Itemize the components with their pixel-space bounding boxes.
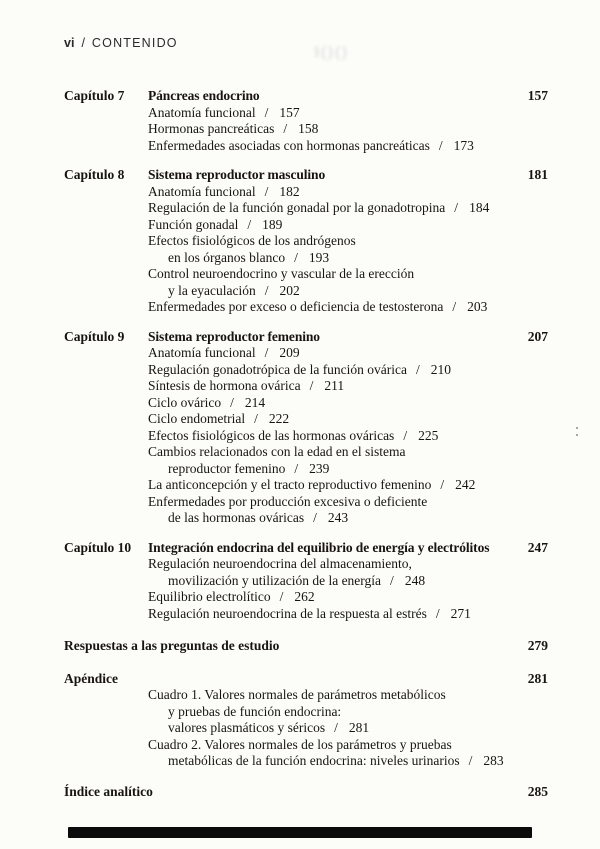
back-matter-title: Índice analítico: [64, 783, 153, 799]
item-separator: /: [403, 427, 408, 443]
item-page-number: 211: [324, 378, 345, 393]
item-continuation: [148, 250, 548, 267]
item-separator: /: [416, 361, 420, 377]
page-header: [64, 36, 548, 50]
item-continuation: [148, 283, 548, 300]
item-page-number: 182: [279, 183, 300, 199]
item-text: La anticoncepción y el tracto reproductivo femenino: [148, 477, 432, 492]
item-text: Función gonadal: [148, 216, 239, 232]
item-text: Regulación neuroendocrina del almacenamiento,: [148, 556, 412, 571]
appendix-items: [148, 687, 548, 770]
toc-item: [148, 184, 548, 201]
toc-item: [148, 233, 548, 266]
item-text: Regulación gonadotrópica de la función ovárica: [148, 361, 408, 377]
item-text: Cuadro 2. Valores normales de los parámetros y pruebas: [148, 736, 452, 752]
item-separator: /: [294, 460, 299, 476]
item-continuation: [148, 573, 548, 590]
chapter-label: Capítulo 7: [64, 88, 125, 103]
item-page-number: 225: [418, 427, 439, 443]
item-separator: /: [264, 104, 269, 120]
chapter-title: Páncreas endocrino: [148, 88, 260, 103]
item-text: metabólicas de la función endocrina: niveles urinarios: [168, 753, 460, 768]
toc-item: [148, 589, 548, 606]
index-row: [64, 784, 548, 801]
item-text: movilización y utilización de la energía: [168, 572, 382, 588]
item-text: reproductor femenino: [168, 460, 286, 476]
item-separator: /: [435, 605, 440, 621]
toc-item: [148, 556, 548, 589]
toc-item: [148, 105, 548, 122]
toc-item: [148, 395, 548, 412]
toc-item: [148, 687, 548, 737]
item-text: de las hormonas ováricas: [168, 510, 305, 525]
toc-item: [148, 494, 548, 527]
item-page-number: 189: [262, 216, 283, 232]
item-continuation: [148, 753, 548, 770]
back-matter-page-number: 281: [527, 670, 548, 686]
item-separator: /: [264, 282, 269, 298]
item-text: Anatomía funcional: [148, 345, 256, 360]
item-page-number: 184: [469, 200, 490, 215]
chapter-heading-row: [64, 167, 548, 184]
item-text: Ciclo ovárico: [148, 394, 222, 410]
item-separator: /: [294, 249, 298, 265]
chapter-title: Integración endocrina del equilibrio de energía y electrólitos: [148, 539, 490, 555]
item-separator: /: [309, 378, 314, 393]
item-page-number: 283: [483, 753, 504, 768]
chapter-8-block: [64, 167, 548, 316]
item-text: Regulación neuroendocrina de la respuesta al estrés: [148, 605, 427, 621]
item-separator: /: [438, 137, 443, 153]
item-continuation: [148, 510, 548, 527]
back-matter-title: Respuestas a las preguntas de estudio: [64, 638, 280, 653]
item-page-number: 248: [404, 572, 426, 588]
back-matter-page-number: 285: [527, 783, 548, 799]
item-page-number: 262: [294, 589, 315, 604]
toc-item: [148, 345, 548, 362]
item-page-number: 209: [279, 345, 300, 360]
item-page-number: 271: [450, 605, 471, 621]
chapter-10-block: [64, 540, 548, 623]
item-separator: /: [283, 121, 288, 136]
item-text: Anatomía funcional: [148, 104, 256, 120]
item-text: Enfermedades por producción excesiva o deficiente: [148, 493, 428, 509]
toc-item: [148, 266, 548, 299]
item-text: y la eyaculación: [168, 282, 256, 298]
header-title: CONTENIDO: [91, 36, 178, 50]
item-text: Hormonas pancreáticas: [148, 121, 275, 136]
item-page-number: 242: [455, 477, 476, 492]
item-page-number: 203: [467, 299, 488, 314]
chapter-9-block: [64, 329, 548, 527]
item-separator: /: [440, 477, 445, 492]
toc-item: [148, 411, 548, 428]
chapter-heading-row: [64, 88, 548, 105]
toc-item: [148, 428, 548, 445]
item-text: Cuadro 1. Valores normales de parámetros metabólicos: [148, 687, 446, 702]
chapter-heading-row: [64, 329, 548, 346]
toc-item: [148, 444, 548, 477]
chapter-label: Capítulo 9: [64, 328, 125, 344]
item-text: Síntesis de hormona ovárica: [148, 378, 301, 393]
item-page-number: 202: [279, 282, 300, 298]
back-matter-title: Apéndice: [64, 670, 118, 686]
item-separator: /: [264, 345, 269, 360]
item-separator: /: [390, 572, 394, 588]
item-page-number: 281: [348, 720, 370, 735]
item-text: Efectos fisiológicos de los andrógenos: [148, 233, 356, 248]
item-separator: /: [230, 394, 234, 410]
chapter-title: Sistema reproductor femenino: [148, 328, 320, 344]
item-continuation: [148, 704, 548, 721]
toc-item: [148, 200, 548, 217]
scan-bottom-bar-artifact: [68, 827, 532, 838]
item-continuation: [148, 720, 548, 737]
chapter-title: Sistema reproductor masculino: [148, 167, 326, 182]
item-page-number: 214: [244, 394, 266, 410]
item-page-number: 157: [279, 104, 300, 120]
item-separator: /: [313, 510, 317, 525]
item-page-number: 193: [308, 249, 330, 265]
chapter-7-block: [64, 88, 548, 154]
item-page-number: 210: [430, 361, 452, 377]
back-matter-page-number: 279: [527, 638, 548, 653]
item-text: Ciclo endometrial: [148, 411, 246, 426]
item-text: Anatomía funcional: [148, 183, 256, 199]
item-separator: /: [334, 720, 338, 735]
item-text: valores plasmáticos y séricos: [168, 720, 326, 735]
toc-item: [148, 378, 548, 395]
toc-item: [148, 362, 548, 379]
folio-number: vi: [64, 36, 75, 50]
item-text: y pruebas de función endocrina:: [168, 703, 342, 719]
item-separator: /: [247, 216, 252, 232]
toc-item: [148, 606, 548, 623]
toc-item: [148, 138, 548, 155]
chapter-page-number: 247: [527, 539, 548, 555]
chapter-items: [148, 105, 548, 155]
item-separator: /: [254, 411, 258, 426]
chapter-items: [148, 345, 548, 527]
item-separator: /: [452, 299, 457, 314]
appendix-row: [64, 671, 548, 688]
item-separator: /: [264, 183, 269, 199]
item-page-number: 243: [327, 510, 349, 525]
chapter-page-number: 207: [527, 328, 548, 344]
toc-item: [148, 217, 548, 234]
item-text: Regulación de la función gonadal por la gonadotropina: [148, 200, 446, 215]
chapter-items: [148, 184, 548, 316]
chapter-label: Capítulo 10: [64, 539, 132, 555]
chapter-page-number: 181: [527, 167, 548, 182]
item-text: Equilibrio electrolítico: [148, 589, 271, 604]
chapter-heading-row: [64, 540, 548, 557]
item-text: Enfermedades por exceso o deficiencia de testosterona: [148, 299, 444, 314]
item-text: Enfermedades asociadas con hormonas pancreáticas: [148, 137, 430, 153]
toc-item: [148, 477, 548, 494]
item-page-number: 239: [309, 460, 330, 476]
chapter-label: Capítulo 8: [64, 167, 125, 182]
item-separator: /: [468, 753, 473, 768]
item-text: Cambios relacionados con la edad en el sistema: [148, 444, 406, 459]
item-text: en los órganos blanco: [168, 249, 286, 265]
item-page-number: 158: [298, 121, 319, 136]
answers-row: [64, 638, 548, 655]
item-page-number: 173: [453, 137, 474, 153]
header-separator: /: [81, 36, 85, 50]
toc-item: [148, 737, 548, 770]
toc-item: [148, 121, 548, 138]
item-page-number: 222: [268, 411, 290, 426]
item-continuation: [148, 461, 548, 478]
toc-item: [148, 299, 548, 316]
item-separator: /: [454, 200, 459, 215]
chapter-items: [148, 556, 548, 622]
item-text: Control neuroendocrino y vascular de la erección: [148, 266, 415, 281]
item-separator: /: [279, 589, 284, 604]
item-text: Efectos fisiológicos de las hormonas ováricas: [148, 427, 395, 443]
chapter-page-number: 157: [527, 88, 548, 103]
